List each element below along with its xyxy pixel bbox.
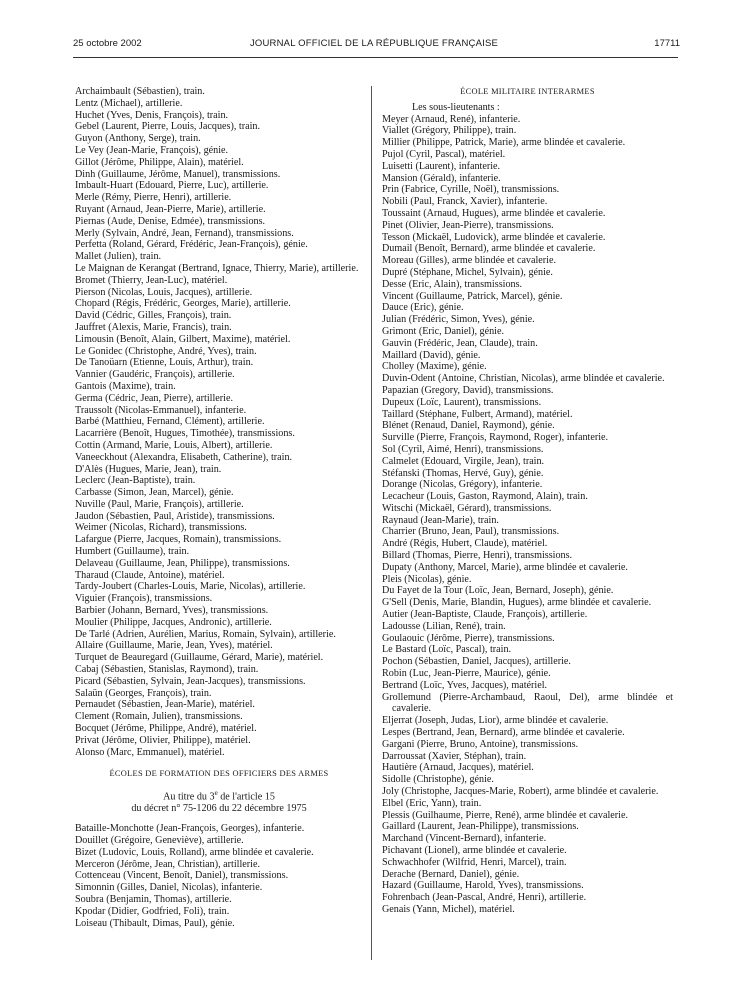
list-item: Joly (Christophe, Jacques-Marie, Robert), arme blindée et cavalerie. xyxy=(382,786,659,798)
list-item: Cottenceau (Vincent, Benoît, Daniel), transmissions. xyxy=(75,870,289,882)
list-item: Lentz (Michael), artillerie. xyxy=(75,97,183,109)
list-item: Gillot (Jérôme, Philippe, Alain), matériel. xyxy=(75,156,244,168)
list-item: Clement (Romain, Julien), transmissions. xyxy=(75,711,243,723)
list-item: Surville (Pierre, François, Raymond, Roger), infanterie. xyxy=(382,432,609,444)
list-item: Hazard (Guillaume, Harold, Yves), transmissions. xyxy=(382,880,584,892)
list-item: Desse (Eric, Alain), transmissions. xyxy=(382,278,523,290)
list-item: Tardy-Joubert (Charles-Louis, Marie, Nicolas), artillerie. xyxy=(75,581,306,593)
list-item: Calmelet (Edouard, Virgile, Jean), train. xyxy=(382,455,545,467)
list-item: Bromet (Thierry, Jean-Luc), matériel. xyxy=(75,274,228,286)
list-item: Pujol (Cyril, Pascal), matériel. xyxy=(382,148,506,160)
list-item: Autier (Jean-Baptiste, Claude, François), artillerie. xyxy=(382,609,588,621)
list-item: Mansion (Gérald), infanterie. xyxy=(382,172,501,184)
left-entry-list-2 xyxy=(75,823,363,929)
list-item: Raynaud (Jean-Marie), train. xyxy=(382,514,499,526)
list-item: Guyon (Anthony, Serge), train. xyxy=(75,133,201,145)
list-item: Grimont (Eric, Daniel), génie. xyxy=(382,325,505,337)
list-item: Mallet (Julien), train. xyxy=(75,251,162,263)
list-item: Lecacheur (Louis, Gaston, Raymond, Alain), train. xyxy=(382,491,588,503)
list-item: Marchand (Vincent-Bernard), infanterie. xyxy=(382,833,547,845)
list-item: Picard (Sébastien, Sylvain, Jean-Jacques), transmissions. xyxy=(75,675,306,687)
list-item: Cholley (Maxime), génie. xyxy=(382,361,487,373)
list-item: Moulier (Philippe, Jacques, Andronic), artillerie. xyxy=(75,616,272,628)
list-item: Archaimbault (Sébastien), train. xyxy=(75,86,205,97)
list-item: André (Régis, Hubert, Claude), matériel. xyxy=(382,538,548,550)
list-item: Nobili (Paul, Franck, Xavier), infanterie. xyxy=(382,196,548,208)
list-item: Witschi (Mickaël, Gérard), transmissions. xyxy=(382,502,552,514)
list-item: Meyer (Arnaud, René), infanterie. xyxy=(382,113,521,125)
list-item: Sidolle (Christophe), génie. xyxy=(382,774,494,786)
list-item: Genais (Yann, Michel), matériel. xyxy=(382,903,515,915)
list-item: Simonnin (Gilles, Daniel, Nicolas), infanterie. xyxy=(75,882,263,894)
list-item: Lespes (Bertrand, Jean, Bernard), arme blindée et cavalerie. xyxy=(382,727,625,739)
list-item: Vannier (Gaudéric, François), artillerie. xyxy=(75,369,235,381)
list-item: Soubra (Benjamin, Thomas), artillerie. xyxy=(75,893,232,905)
list-item: Ruyant (Arnaud, Jean-Pierre, Marie), artillerie. xyxy=(75,203,266,215)
list-item: Tesson (Mickaël, Ludovick), arme blindée et cavalerie. xyxy=(382,231,606,243)
list-item: Bataille-Monchotte (Jean-François, Georges), infanterie. xyxy=(75,823,305,835)
list-item: Pochon (Sébastien, Daniel, Jacques), artillerie. xyxy=(382,656,571,668)
issue-date: 25 octobre 2002 xyxy=(73,38,142,49)
list-item: Le Vey (Jean-Marie, François), génie. xyxy=(75,144,229,156)
list-item: Gantois (Maxime), train. xyxy=(75,380,176,392)
page-header xyxy=(0,38,748,52)
column-divider xyxy=(371,86,372,960)
list-item: Lafargue (Pierre, Jacques, Romain), transmissions. xyxy=(75,534,282,546)
list-item: Nuville (Paul, Marie, François), artillerie. xyxy=(75,498,244,510)
list-item: Dinh (Guillaume, Jérôme, Manuel), transmissions. xyxy=(75,168,281,180)
list-item: Leclerc (Jean-Baptiste), train. xyxy=(75,475,196,487)
list-item: Bocquet (Jérôme, Philippe, André), matériel. xyxy=(75,723,257,735)
subheading-sous-lieutenants: Les sous-lieutenants : xyxy=(412,101,500,113)
list-item: Derache (Bernard, Daniel), génie. xyxy=(382,868,520,880)
list-item: Robin (Luc, Jean-Pierre, Maurice), génie. xyxy=(382,668,551,680)
list-item: Goulaouic (Jérôme, Pierre), transmissions. xyxy=(382,632,555,644)
section-title-emia: ÉCOLE MILITAIRE INTERARMES xyxy=(460,87,595,96)
list-item: Duvin-Odent (Antoine, Christian, Nicolas), arme blindée et cavalerie. xyxy=(382,373,665,385)
header-rule xyxy=(73,57,678,58)
list-item: Maillard (David), génie. xyxy=(382,349,481,361)
list-item: Du Fayet de la Tour (Loïc, Jean, Bernard, Joseph), génie. xyxy=(382,585,614,597)
list-item: Dupaty (Anthony, Marcel, Marie), arme blindée et cavalerie. xyxy=(382,561,628,573)
list-item: Bizet (Ludovic, Louis, Rolland), arme blindée et cavalerie. xyxy=(75,846,314,858)
list-item: Alonso (Marc, Emmanuel), matériel. xyxy=(75,746,225,758)
list-item: Weimer (Nicolas, Richard), transmissions. xyxy=(75,522,247,534)
list-item: Limousin (Benoît, Alain, Gilbert, Maxime), matériel. xyxy=(75,333,291,345)
list-item: Ladousse (Lilian, René), train. xyxy=(382,620,506,632)
list-item: Prin (Fabrice, Cyrille, Noël), transmissions. xyxy=(382,184,560,196)
list-item: D'Alès (Hugues, Marie, Jean), train. xyxy=(75,463,222,475)
list-item: Darroussat (Xavier, Stéphan), train. xyxy=(382,750,527,762)
list-item: Luisetti (Laurent), infanterie. xyxy=(382,160,501,172)
list-item: Viallet (Grégory, Philippe), train. xyxy=(382,125,517,137)
list-item: Perfetta (Roland, Gérard, Frédéric, Jean-François), génie. xyxy=(75,239,308,251)
right-column xyxy=(382,86,673,916)
list-item: Pinet (Olivier, Jean-Pierre), transmissions. xyxy=(382,219,554,231)
list-item: Le Maignan de Kerangat (Bertrand, Ignace, Thierry, Marie), artillerie. xyxy=(75,262,359,274)
list-item: Plessis (Guilhaume, Pierre, René), arme blindée et cavalerie. xyxy=(382,809,629,821)
list-item: Lacarrière (Benoît, Hugues, Timothée), transmissions. xyxy=(75,428,295,440)
list-item: Dorange (Nicolas, Grégory), infanterie. xyxy=(382,479,543,491)
list-item: Vincent (Guillaume, Patrick, Marcel), génie. xyxy=(382,290,563,302)
list-item: Millier (Philippe, Patrick, Marie), arme blindée et cavalerie. xyxy=(382,137,626,149)
list-item: Allaire (Guillaume, Marie, Jean, Yves), matériel. xyxy=(75,640,273,652)
list-item: Charrier (Bruno, Jean, Paul), transmissions. xyxy=(382,526,560,538)
list-item: Toussaint (Arnaud, Hugues), arme blindée et cavalerie. xyxy=(382,207,606,219)
list-item: Papazian (Gregory, David), transmissions. xyxy=(382,384,554,396)
list-item: Moreau (Gilles), arme blindée et cavalerie. xyxy=(382,255,557,267)
list-item: Viguier (François), transmissions. xyxy=(75,593,213,605)
list-item: Fohrenbach (Jean-Pascal, André, Henri), artillerie. xyxy=(382,892,587,904)
list-item: Gebel (Laurent, Pierre, Louis, Jacques), train. xyxy=(75,121,260,133)
list-item: Huchet (Yves, Denis, François), train. xyxy=(75,109,229,121)
list-item: Billard (Thomas, Pierre, Henri), transmissions. xyxy=(382,550,573,562)
list-item: Pernaudet (Sébastien, Jean-Marie), matériel. xyxy=(75,699,255,711)
list-item: Schwachhofer (Wilfrid, Henri, Marcel), train. xyxy=(382,856,567,868)
list-item: Tharaud (Claude, Antoine), matériel. xyxy=(75,569,225,581)
left-entry-list xyxy=(75,86,363,758)
list-item: David (Cédric, Gilles, François), train. xyxy=(75,310,232,322)
list-item: Pleis (Nicolas), génie. xyxy=(382,573,472,585)
list-item: Jauffret (Alexis, Marie, Francis), train. xyxy=(75,321,232,333)
list-item: Le Gonidec (Christophe, André, Yves), train. xyxy=(75,345,257,357)
list-item: G'Sell (Denis, Marie, Blandin, Hugues), arme blindée et cavalerie. xyxy=(382,597,652,609)
section-title-ecoles-formation: ÉCOLES DE FORMATION DES OFFICIERS DES ARMES xyxy=(109,769,329,779)
list-item: Bertrand (Loïc, Yves, Jacques), matériel. xyxy=(382,679,548,691)
list-item: Le Bastard (Loïc, Pascal), train. xyxy=(382,644,512,656)
list-item: Delaveau (Guillaume, Jean, Philippe), transmissions. xyxy=(75,557,290,569)
page-number: 17711 xyxy=(654,38,680,49)
list-item: Loiseau (Thibault, Dimas, Paul), génie. xyxy=(75,917,235,929)
list-item: Cottin (Armand, Marie, Louis, Albert), artillerie. xyxy=(75,439,273,451)
list-item: Sol (Cyril, Aimé, Henri), transmissions. xyxy=(382,443,544,455)
right-entry-list xyxy=(382,114,673,916)
list-item: Merceron (Jérôme, Jean, Christian), artillerie. xyxy=(75,858,260,870)
list-item: Pierson (Nicolas, Louis, Jacques), artillerie. xyxy=(75,286,253,298)
list-item: Dupeux (Loïc, Laurent), transmissions. xyxy=(382,396,542,408)
list-item: Elbel (Eric, Yann), train. xyxy=(382,797,482,809)
list-item: Dumail (Benoît, Bernard), arme blindée et cavalerie. xyxy=(382,243,596,255)
decree-line-1: Au titre du 3e de l'article 15 xyxy=(163,789,275,803)
list-item: Traussolt (Nicolas-Emmanuel), infanterie. xyxy=(75,404,247,416)
list-item: Jaudon (Sébastien, Paul, Aristide), transmissions. xyxy=(75,510,275,522)
list-item: Germa (Cédric, Jean, Pierre), artillerie. xyxy=(75,392,233,404)
list-item: Hautière (Arnaud, Jacques), matériel. xyxy=(382,762,534,774)
list-item: Gargani (Pierre, Bruno, Antoine), transmissions. xyxy=(382,738,579,750)
list-item: Gaillard (Laurent, Jean-Philippe), transmissions. xyxy=(382,821,579,833)
list-item: Vaneeckhout (Alexandra, Elisabeth, Catherine), train. xyxy=(75,451,293,463)
list-item: Dupré (Stéphane, Michel, Sylvain), génie. xyxy=(382,266,553,278)
list-item: Julian (Frédéric, Simon, Yves), génie. xyxy=(382,314,535,326)
list-item: Gauvin (Frédéric, Jean, Claude), train. xyxy=(382,337,538,349)
list-item: Piernas (Aude, Denise, Edmée), transmissions. xyxy=(75,215,266,227)
list-item: Taillard (Stéphane, Fulbert, Armand), matériel. xyxy=(382,408,573,420)
list-item: Grollemund (Pierre-Archambaud, Raoul, Del), arme blindée et cavalerie. xyxy=(382,691,673,715)
list-item: De Tarlé (Adrien, Aurélien, Marius, Romain, Sylvain), artillerie. xyxy=(75,628,336,640)
list-item: Blénet (Renaud, Daniel, Raymond), génie. xyxy=(382,420,555,432)
list-item: Stéfanski (Thomas, Hervé, Guy), génie. xyxy=(382,467,544,479)
list-item: Barbier (Johann, Bernard, Yves), transmissions. xyxy=(75,605,269,617)
decree-reference xyxy=(75,788,363,815)
list-item: Carbasse (Simon, Jean, Marcel), génie. xyxy=(75,487,234,499)
list-item: Pichavant (Lionel), arme blindée et cavalerie. xyxy=(382,845,567,856)
list-item: Douillet (Grégoire, Geneviève), artillerie. xyxy=(75,834,244,846)
list-item: Salaün (Georges, François), train. xyxy=(75,687,212,699)
journal-title: JOURNAL OFFICIEL DE LA RÉPUBLIQUE FRANÇAISE xyxy=(249,38,499,49)
decree-line-2: du décret n° 75-1206 du 22 décembre 1975 xyxy=(131,803,307,815)
list-item: Merle (Rémy, Pierre, Henri), artillerie. xyxy=(75,192,232,204)
list-item: Dauce (Eric), génie. xyxy=(382,302,464,314)
list-item: Eljerrat (Joseph, Judas, Lior), arme blindée et cavalerie. xyxy=(382,715,609,727)
list-item: Kpodar (Didier, Godfried, Foli), train. xyxy=(75,905,230,917)
list-item: Merly (Sylvain, André, Jean, Fernand), transmissions. xyxy=(75,227,294,239)
list-item: De Tanoüarn (Etienne, Louis, Arthur), train. xyxy=(75,357,254,369)
list-item: Imbault-Huart (Edouard, Pierre, Luc), artillerie. xyxy=(75,180,269,192)
list-item: Turquet de Beauregard (Guillaume, Gérard, Marie), matériel. xyxy=(75,652,324,664)
left-column xyxy=(75,86,363,929)
list-item: Humbert (Guillaume), train. xyxy=(75,546,190,558)
list-item: Barbé (Matthieu, Fernand, Clément), artillerie. xyxy=(75,416,265,428)
list-item: Privat (Jérôme, Olivier, Philippe), matériel. xyxy=(75,734,251,746)
list-item: Chopard (Régis, Frédéric, Georges, Marie), artillerie. xyxy=(75,298,291,310)
list-item: Cabaj (Sébastien, Stanislas, Raymond), train. xyxy=(75,664,259,676)
